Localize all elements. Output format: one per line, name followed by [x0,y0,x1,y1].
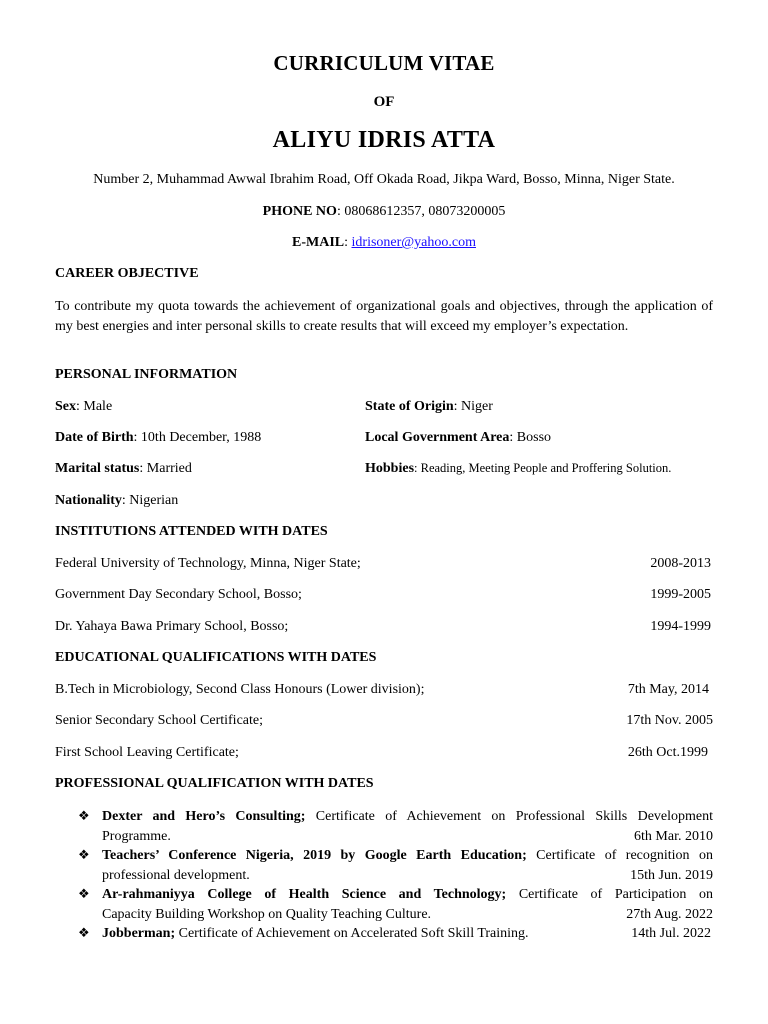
education-row: Senior Secondary School Certificate; 17th Nov. 2005 [55,713,713,728]
personal-info-heading: PERSONAL INFORMATION [55,367,238,382]
professional-heading: PROFESSIONAL QUALIFICATION WITH DATES [55,776,374,791]
document-title: CURRICULUM VITAE [273,51,495,75]
list-item: ❖ Ar-rahmaniyya College of Health Science and Technology; Certificate of Participation on Capacity Building Workshop on Quality Teaching Culture. 27th Aug. 2022 [78,887,713,922]
education-heading: EDUCATIONAL QUALIFICATIONS WITH DATES [55,650,377,665]
email-label: E-MAIL [292,235,345,250]
sex-field: Sex: Male [55,399,113,414]
date-of-birth-field: Date of Birth: 10th December, 1988 [55,430,262,445]
diamond-bullet-icon: ❖ [78,848,90,863]
diamond-bullet-icon: ❖ [78,926,90,941]
phone-line [0,204,768,220]
email-line [0,235,768,251]
address: Number 2, Muhammad Awwal Ibrahim Road, Off Okada Road, Jikpa Ward, Bosso, Minna, Niger State. [93,172,675,187]
institution-row: Federal University of Technology, Minna, Niger State; 2008-2013 [55,556,711,571]
career-objective-heading: CAREER OBJECTIVE [55,266,199,281]
candidate-name: ALIYU IDRIS ATTA [272,127,496,153]
hobbies-field: Hobbies: Reading, Meeting People and Proffering Solution. [365,461,672,476]
education-row: B.Tech in Microbiology, Second Class Honours (Lower division); 7th May, 2014 [55,682,709,697]
institutions-heading: INSTITUTIONS ATTENDED WITH DATES [55,524,328,539]
title-of: OF [373,94,395,110]
education-row: First School Leaving Certificate; 26th Oct.1999 [55,745,708,760]
phone-value: : 08068612357, 08073200005 [336,204,506,219]
diamond-bullet-icon: ❖ [78,887,90,902]
list-item: ❖ Dexter and Hero’s Consulting; Certificate of Achievement on Professional Skills Development Programme. 6th Mar. 2010 [78,809,713,844]
institution-row: Government Day Secondary School, Bosso; 1999-2005 [55,587,711,602]
email-link[interactable]: idrisoner@yahoo.com [351,235,476,250]
email-separator: : [344,235,352,250]
phone-label: PHONE NO [262,204,337,219]
marital-status-field: Marital status: Married [55,461,192,476]
professional-list [78,807,713,944]
diamond-bullet-icon: ❖ [78,809,90,824]
list-item: ❖ Teachers’ Conference Nigeria, 2019 by Google Earth Education; Certificate of recognition on professional development. 15th Jun. 2019 [78,848,713,883]
career-objective-text: To contribute my quota towards the achievement of organizational goals and objectives, through the application of my best energies and inter personal skills to create results that will exceed my employer’s expectation. [55,299,713,334]
institution-row: Dr. Yahaya Bawa Primary School, Bosso; 1994-1999 [55,619,711,634]
list-item: ❖ Jobberman; Certificate of Achievement on Accelerated Soft Skill Training. 14th Jul. 2022 [78,924,713,944]
nationality-field: Nationality: Nigerian [55,493,179,508]
lga-field: Local Government Area: Bosso [365,430,552,445]
state-of-origin-field: State of Origin: Niger [365,399,493,414]
